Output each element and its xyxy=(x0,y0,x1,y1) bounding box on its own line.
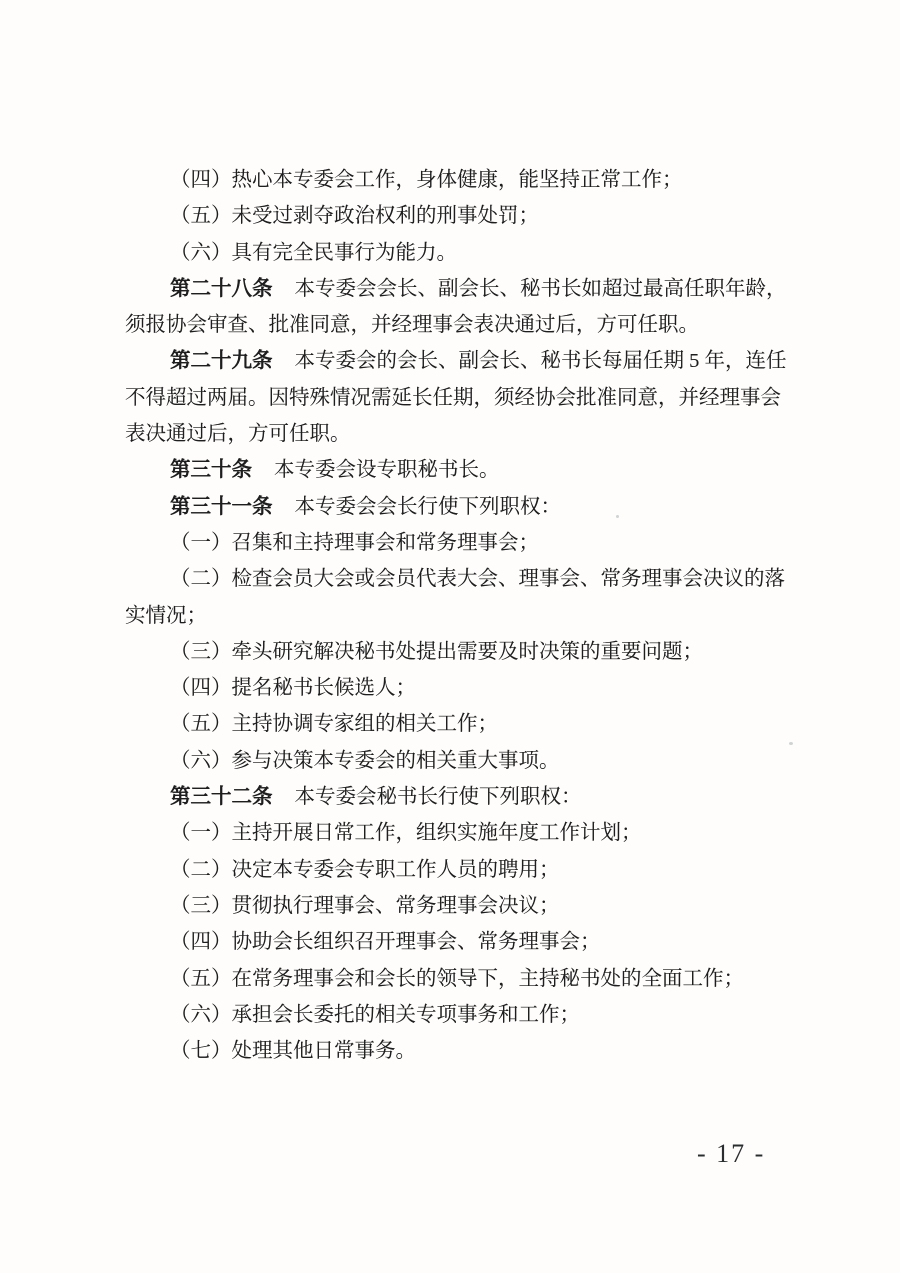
doc-line xyxy=(125,1033,815,1069)
doc-line xyxy=(125,670,815,706)
doc-line xyxy=(125,489,815,525)
doc-line xyxy=(125,416,815,452)
doc-line xyxy=(125,380,815,416)
line-text: 本专委会会长行使下列职权： xyxy=(294,495,561,518)
line-text: （二）决定本专委会专职工作人员的聘用； xyxy=(170,858,560,881)
line-text: （六）承担会长委托的相关专项事务和工作； xyxy=(170,1003,580,1026)
line-text: （一）召集和主持理事会和常务理事会； xyxy=(170,531,539,554)
doc-line xyxy=(125,779,815,815)
line-text: （四）提名秘书长候选人； xyxy=(170,677,416,700)
line-text: 本专委会会长、副会长、秘书长如超过最高任职年龄， xyxy=(294,277,787,300)
doc-line xyxy=(125,343,815,379)
article-number: 第三十一条 xyxy=(170,495,273,518)
line-text: （七）处理其他日常事务。 xyxy=(170,1040,416,1063)
line-text: 本专委会的会长、副会长、秘书长每届任期 5 年，连任 xyxy=(294,350,787,373)
line-text: （四）协助会长组织召开理事会、常务理事会； xyxy=(170,931,601,954)
doc-line xyxy=(125,961,815,997)
line-text: 本专委会设专职秘书长。 xyxy=(274,459,500,482)
scan-artifact xyxy=(789,742,793,745)
document-text-block xyxy=(125,162,815,1069)
line-text: （二）检查会员大会或会员代表大会、理事会、常务理事会决议的落 xyxy=(170,568,785,591)
line-text: 本专委会秘书长行使下列职权： xyxy=(294,786,582,809)
doc-line xyxy=(125,525,815,561)
article-number: 第二十八条 xyxy=(170,277,273,300)
line-text: （一）主持开展日常工作，组织实施年度工作计划； xyxy=(170,822,642,845)
doc-line xyxy=(125,634,815,670)
line-text: （四）热心本专委会工作，身体健康，能坚持正常工作； xyxy=(170,169,683,191)
doc-line xyxy=(125,452,815,488)
doc-line xyxy=(125,271,815,307)
doc-line xyxy=(125,598,815,634)
doc-line xyxy=(125,888,815,924)
doc-line xyxy=(125,235,815,271)
line-text: 不得超过两届。因特殊情况需延长任期，须经协会批准同意，并经理事会 xyxy=(125,386,781,409)
doc-line xyxy=(125,743,815,779)
doc-line xyxy=(125,924,815,960)
doc-line xyxy=(125,307,815,343)
article-number: 第三十二条 xyxy=(170,786,273,809)
doc-line xyxy=(125,198,815,234)
line-text: （五）主持协调专家组的相关工作； xyxy=(170,713,498,736)
doc-line xyxy=(125,852,815,888)
line-text: （五）未受过剥夺政治权利的刑事处罚； xyxy=(170,205,539,228)
page-number: - 17 - xyxy=(697,1139,766,1168)
article-number: 第二十九条 xyxy=(170,350,273,373)
doc-line xyxy=(125,997,815,1033)
line-text: （三）牵头研究解决秘书处提出需要及时决策的重要问题； xyxy=(170,640,703,663)
line-text: （六）参与决策本专委会的相关重大事项。 xyxy=(170,749,560,772)
line-text: （五）在常务理事会和会长的领导下，主持秘书处的全面工作； xyxy=(170,967,744,990)
article-number: 第三十条 xyxy=(170,459,252,482)
doc-line xyxy=(125,561,815,597)
line-text: 表决通过后，方可任职。 xyxy=(125,423,351,446)
line-text: 须报协会审查、批准同意，并经理事会表决通过后，方可任职。 xyxy=(125,314,699,337)
doc-line xyxy=(125,706,815,742)
scan-artifact xyxy=(616,515,619,518)
line-text: （三）贯彻执行理事会、常务理事会决议； xyxy=(170,894,560,917)
doc-line xyxy=(125,815,815,851)
line-text: 实情况； xyxy=(125,604,207,627)
doc-line xyxy=(125,162,815,198)
line-text: （六）具有完全民事行为能力。 xyxy=(170,241,457,264)
